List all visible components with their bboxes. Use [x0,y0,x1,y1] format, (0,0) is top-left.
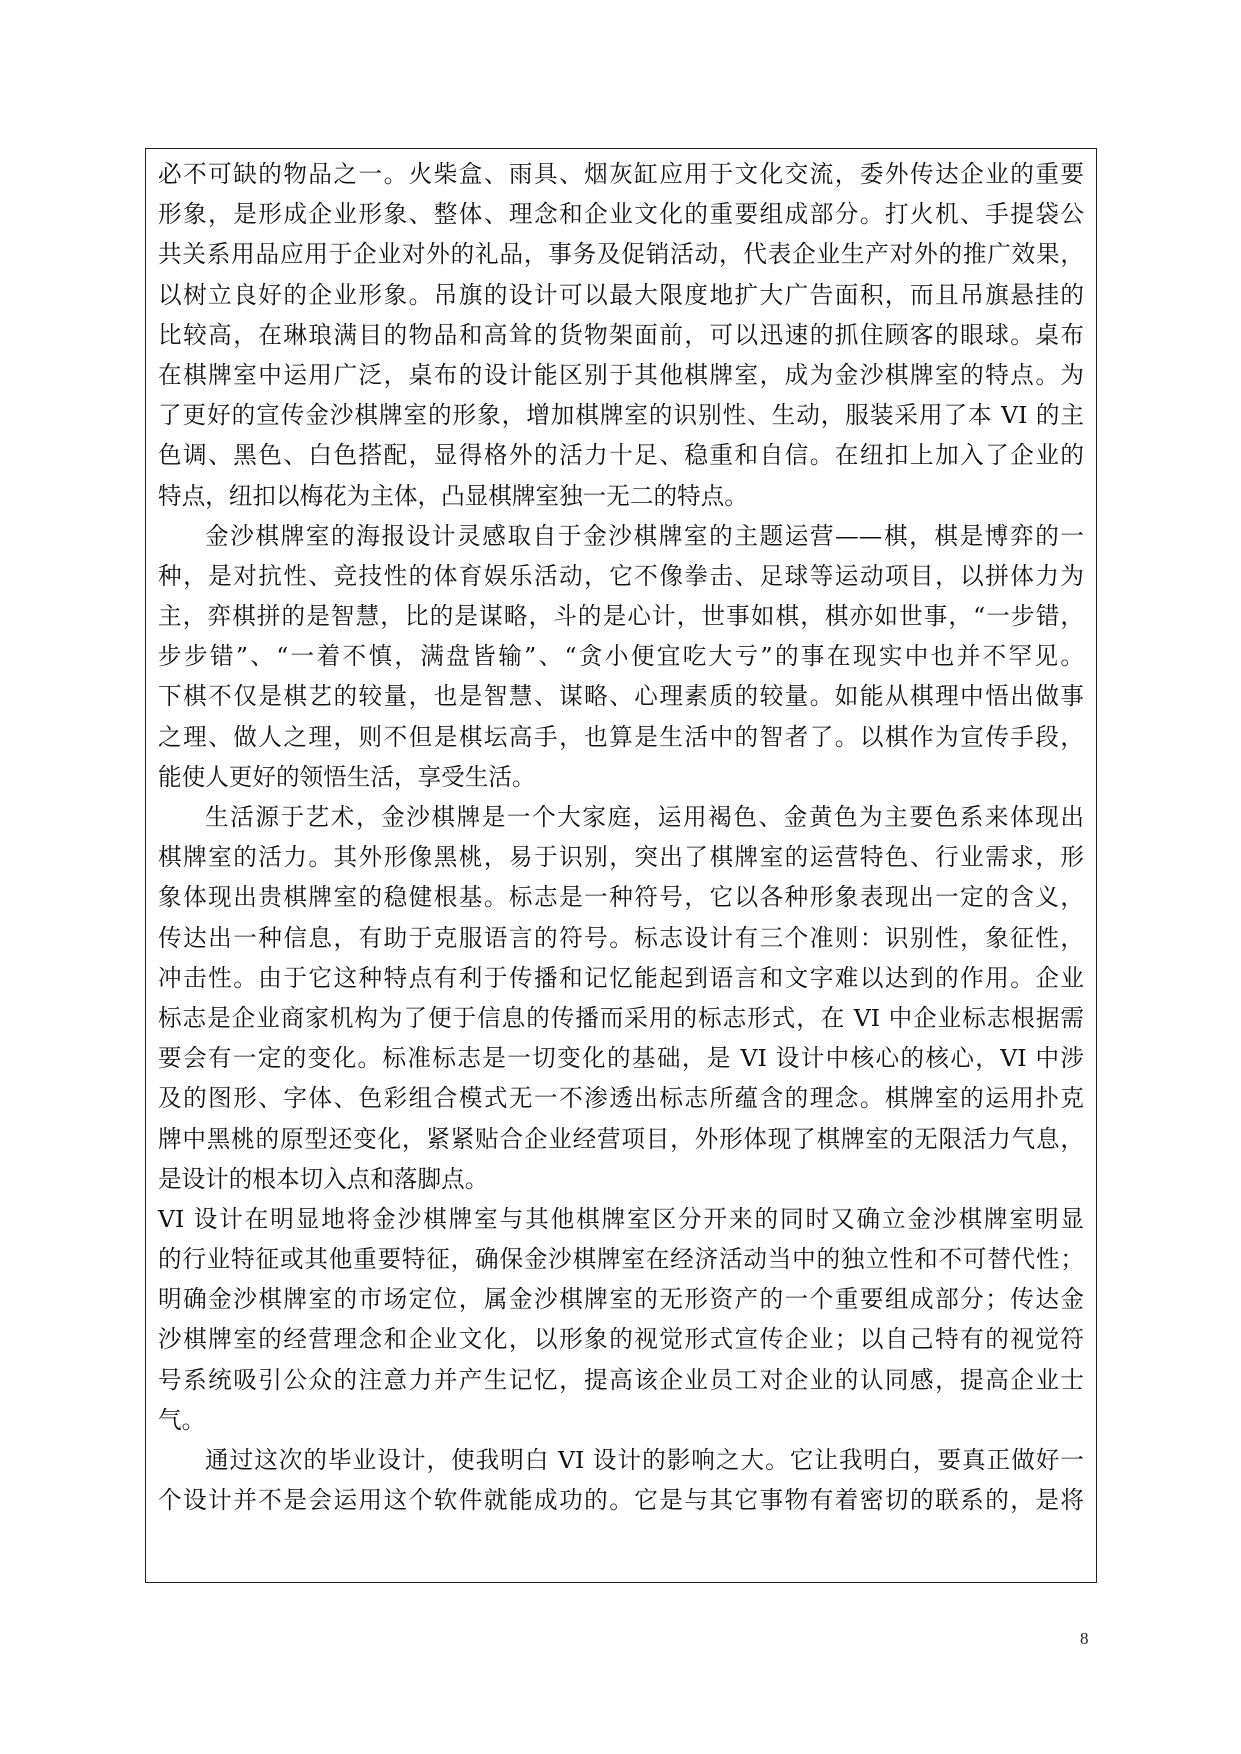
text-line: 沙棋牌室的经营理念和企业文化，以形象的视觉形式宣传企业；以自己特有的视觉符 [158,1325,1084,1354]
body-text [158,154,1084,1520]
text-line: VI 设计在明显地将金沙棋牌室与其他棋牌室区分开来的同时又确立金沙棋牌室明显 [158,1204,1084,1233]
text-line: 生活源于艺术，金沙棋牌是一个大家庭，运用褐色、金黄色为主要色系来体现出 [205,803,1084,831]
text-line: 个设计并不是会运用这个软件就能成功的。它是与其它事物有着密切的联系的，是将 [158,1486,1084,1515]
text-line: 形象，是形成企业形象、整体、理念和企业文化的重要组成部分。打火机、手提袋公 [158,200,1084,229]
text-line: 种，是对抗性、竞技性的体育娱乐活动，它不像拳击、足球等运动项目，以拼体力为 [158,561,1084,590]
text-line: 下棋不仅是棋艺的较量，也是智慧、谋略、心理素质的较量。如能从棋理中悟出做事 [158,682,1084,711]
text-line: 要会有一定的变化。标准标志是一切变化的基础，是 VI 设计中核心的核心，VI 中涉 [158,1044,1084,1073]
text-line: 传达出一种信息，有助于克服语言的符号。标志设计有三个准则：识别性，象征性， [158,923,1084,952]
page-number: 8 [1080,1629,1089,1648]
text-line: 共关系用品应用于企业对外的礼品，事务及促销活动，代表企业生产对外的推广效果， [158,240,1084,269]
text-line: 通过这次的毕业设计，使我明白 VI 设计的影响之大。它让我明白，要真正做好一 [205,1446,1084,1474]
text-line: 在棋牌室中运用广泛，桌布的设计能区别于其他棋牌室，成为金沙棋牌室的特点。为 [158,360,1084,389]
text-line: 号系统吸引公众的注意力并产生记忆，提高该企业员工对企业的认同感，提高企业士 [158,1365,1084,1394]
text-line: 气。 [158,1405,206,1434]
text-line: 特点，纽扣以梅花为主体，凸显棋牌室独一无二的特点。 [158,481,748,510]
text-line: 棋牌室的活力。其外形像黑桃，易于识别，突出了棋牌室的运营特色、行业需求，形 [158,843,1084,872]
text-line: 必不可缺的物品之一。火柴盒、雨具、烟灰缸应用于文化交流，委外传达企业的重要 [158,160,1084,188]
text-line: 主，弈棋拼的是智慧，比的是谋略，斗的是心计，世事如棋，棋亦如世事，“一步错， [158,602,1084,631]
text-line: 及的图形、字体、色彩组合模式无一不渗透出标志所蕴含的理念。棋牌室的运用扑克 [158,1084,1084,1113]
text-line: 能使人更好的领悟生活，享受生活。 [158,762,536,791]
text-line: 冲击性。由于它这种特点有利于传播和记忆能起到语言和文字难以达到的作用。企业 [158,963,1084,992]
text-line: 了更好的宣传金沙棋牌室的形象，增加棋牌室的识别性、生动，服装采用了本 VI 的主 [158,401,1084,430]
text-line: 以树立良好的企业形象。吊旗的设计可以最大限度地扩大广告面积，而且吊旗悬挂的 [158,280,1084,309]
text-line: 象体现出贵棋牌室的稳健根基。标志是一种符号，它以各种形象表现出一定的含义， [158,883,1084,912]
text-line: 标志是企业商家机构为了便于信息的传播而采用的标志形式，在 VI 中企业标志根据需 [158,1003,1084,1032]
text-line: 明确金沙棋牌室的市场定位，属金沙棋牌室的无形资产的一个重要组成部分；传达金 [158,1285,1084,1314]
text-line: 的行业特征或其他重要特征，确保金沙棋牌室在经济活动当中的独立性和不可替代性； [158,1245,1084,1274]
text-line: 是设计的根本切入点和落脚点。 [158,1164,489,1193]
text-line: 牌中黑桃的原型还变化，紧紧贴合企业经营项目，外形体现了棋牌室的无限活力气息， [158,1124,1084,1153]
text-line: 步步错”、“一着不慎，满盘皆输”、“贪小便宜吃大亏”的事在现实中也并不罕见。 [158,642,1084,671]
text-line: 色调、黑色、白色搭配，显得格外的活力十足、稳重和自信。在纽扣上加入了企业的 [158,441,1084,470]
text-line: 金沙棋牌室的海报设计灵感取自于金沙棋牌室的主题运营——棋，棋是博弈的一 [205,521,1084,550]
text-line: 比较高，在琳琅满目的物品和高耸的货物架面前，可以迅速的抓住顾客的眼球。桌布 [158,320,1084,349]
text-line: 之理、做人之理，则不但是棋坛高手，也算是生活中的智者了。以棋作为宣传手段， [158,722,1084,751]
